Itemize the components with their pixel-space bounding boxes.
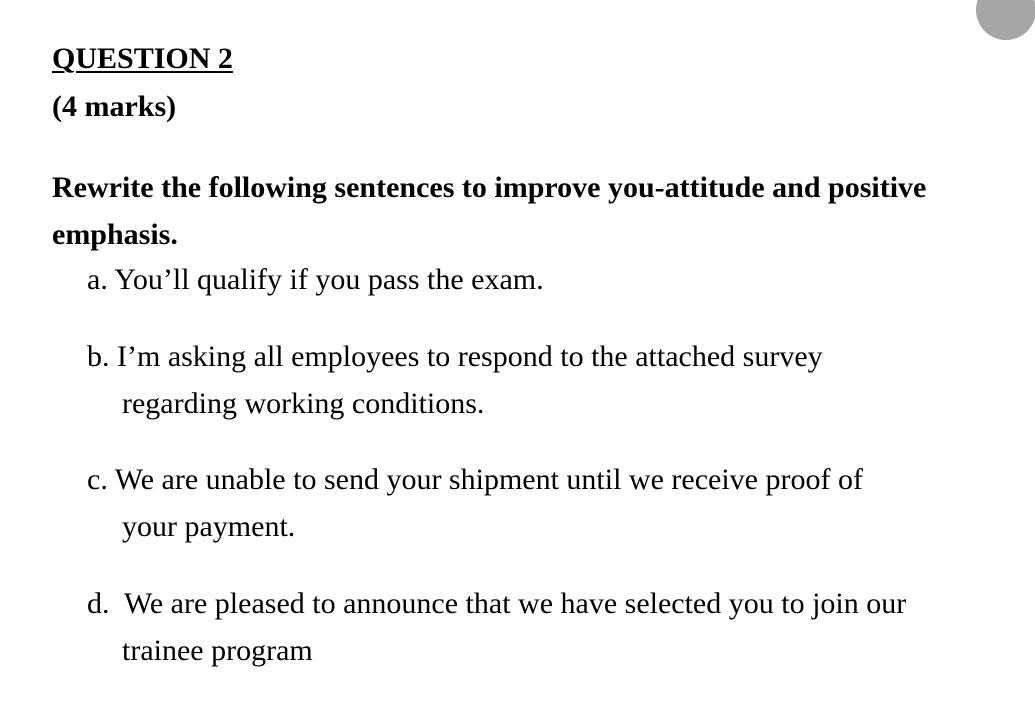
item-text-line2: your payment. bbox=[122, 510, 296, 543]
item-text-line1: We are pleased to announce that we have selected you to join our bbox=[117, 587, 907, 620]
question-title: QUESTION 2 bbox=[52, 42, 233, 75]
corner-circle-decoration bbox=[976, 0, 1035, 40]
item-text-line1: We are unable to send your shipment until we receive proof of bbox=[114, 463, 863, 496]
list-item-d bbox=[87, 580, 987, 674]
question-instruction: Rewrite the following sentences to improve you-attitude and positive emphasis. bbox=[52, 171, 927, 251]
list-item-c bbox=[87, 456, 987, 550]
list-item-b bbox=[87, 333, 987, 427]
item-text-line1: I’m asking all employees to respond to the attached survey bbox=[117, 340, 823, 373]
item-text-line2: regarding working conditions. bbox=[122, 387, 485, 420]
item-letter: c. bbox=[87, 463, 108, 496]
item-letter: d. bbox=[87, 587, 110, 620]
item-letter: b. bbox=[87, 340, 110, 373]
list-item-a bbox=[87, 256, 987, 303]
item-text-line1: You’ll qualify if you pass the exam. bbox=[114, 263, 544, 296]
item-text-line2: trainee program bbox=[122, 634, 313, 667]
item-letter: a. bbox=[87, 263, 108, 296]
question-marks: (4 marks) bbox=[52, 90, 177, 123]
